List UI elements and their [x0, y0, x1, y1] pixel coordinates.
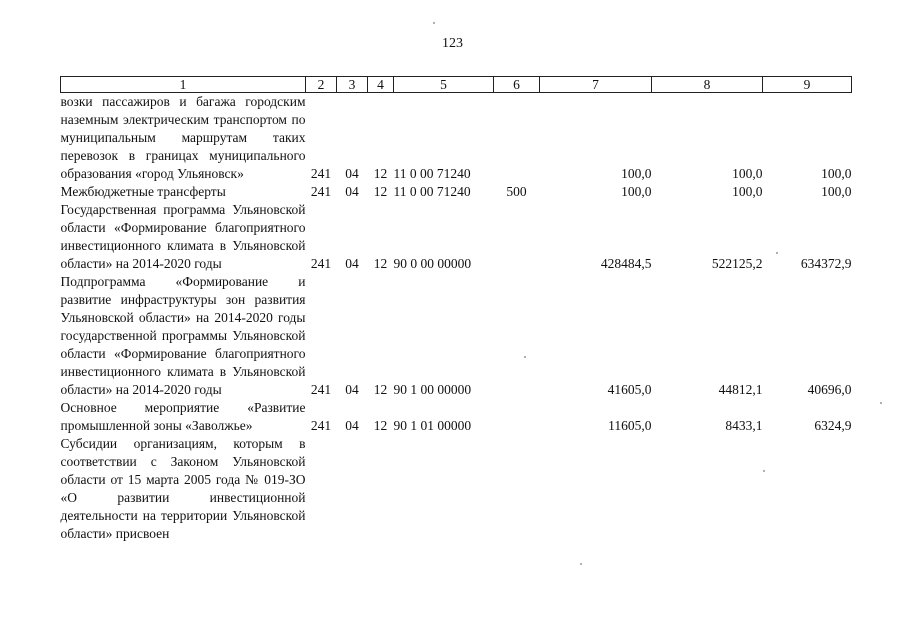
column-header: 8 [652, 77, 763, 93]
table-row [61, 273, 852, 399]
cell-col2: 241 [310, 418, 332, 433]
scan-speck [776, 252, 778, 254]
page-number: 123 [442, 36, 463, 51]
cell-col3: 04 [345, 382, 359, 397]
budget-table [60, 76, 852, 543]
row-description: Межбюджетные трансферты [60, 184, 226, 199]
cell-col9: 6324,9 [814, 418, 852, 433]
cell-col8 [652, 435, 763, 543]
cell-col4 [368, 435, 394, 543]
cell-col7: 100,0 [621, 184, 652, 199]
cell-col6 [494, 201, 540, 273]
column-header: 6 [494, 77, 540, 93]
scan-speck [880, 402, 882, 404]
column-header: 4 [368, 77, 394, 93]
cell-col6 [494, 93, 540, 184]
cell-col2: 241 [310, 184, 332, 199]
cell-col2 [306, 435, 337, 543]
column-header: 5 [394, 77, 494, 93]
column-header: 7 [540, 77, 652, 93]
scan-speck [433, 22, 435, 24]
cell-col4: 12 [373, 418, 388, 433]
cell-col3 [337, 435, 368, 543]
cell-col7: 41605,0 [607, 382, 652, 397]
row-description: Подпрограмма «Формирование и развитие инфраструктуры зон развития Ульяновской области» на 2014-2020 годы государственной программы Ульяновской области «Формирование благоприятного инвестиционного климата в Ульяновской области» на 2014-2020 годы [60, 274, 306, 397]
cell-col3: 04 [345, 256, 359, 271]
cell-col5 [394, 435, 494, 543]
cell-col5: 90 1 00 00000 [393, 382, 472, 397]
cell-col4: 12 [373, 256, 388, 271]
cell-col3: 04 [345, 418, 359, 433]
column-header: 3 [337, 77, 368, 93]
cell-col8: 100,0 [732, 166, 763, 181]
table-header-row [61, 77, 852, 93]
cell-col7: 428484,5 [600, 256, 652, 271]
cell-col2: 241 [310, 256, 332, 271]
cell-col8: 100,0 [732, 184, 763, 199]
cell-col7 [540, 435, 652, 543]
cell-col5: 11 0 00 71240 [393, 184, 471, 199]
cell-col8: 8433,1 [725, 418, 763, 433]
cell-col5: 90 1 01 00000 [393, 418, 472, 433]
table-row [61, 201, 852, 273]
cell-col9: 100,0 [821, 166, 852, 181]
cell-col9: 100,0 [821, 184, 852, 199]
cell-col6 [494, 399, 540, 435]
scan-speck [580, 563, 582, 565]
cell-col4: 12 [373, 382, 388, 397]
cell-col3: 04 [345, 166, 359, 181]
table-row [61, 435, 852, 543]
cell-col6 [494, 435, 540, 543]
table-row [61, 399, 852, 435]
cell-col3: 04 [345, 184, 359, 199]
scan-speck [763, 470, 765, 472]
cell-col4: 12 [373, 166, 388, 181]
cell-col2: 241 [310, 166, 332, 181]
cell-col8: 522125,2 [711, 256, 763, 271]
cell-col7: 100,0 [621, 166, 652, 181]
cell-col4: 12 [373, 184, 388, 199]
cell-col9: 40696,0 [807, 382, 852, 397]
row-description: Государственная программа Ульяновской области «Формирование благоприятного инвестиционного климата в Ульяновской области» на 2014-2020 годы [60, 202, 306, 271]
cell-col6 [494, 273, 540, 399]
row-description: возки пассажиров и багажа городским наземным электрическим транспортом по муниципальным маршрутам таких перевозок в границах муниципального образования «город Ульяновск» [60, 94, 306, 181]
cell-col8: 44812,1 [718, 382, 763, 397]
row-description: Основное мероприятие «Развитие промышленной зоны «Заволжье» [60, 400, 306, 433]
column-header: 2 [306, 77, 337, 93]
table-row [61, 93, 852, 184]
cell-col9: 634372,9 [800, 256, 852, 271]
cell-col9 [763, 435, 852, 543]
scan-speck [524, 356, 526, 358]
cell-col2: 241 [310, 382, 332, 397]
cell-col6: 500 [506, 184, 527, 199]
column-header: 1 [61, 77, 306, 93]
cell-col7: 11605,0 [608, 418, 652, 433]
cell-col5: 90 0 00 00000 [393, 256, 472, 271]
row-description: Субсидии организациям, которым в соответствии с Законом Ульяновской области от 15 марта 2005 года № 019-ЗО «О развитии инвестиционной деятельности на территории Ульяновской области» присвоен [60, 436, 306, 541]
table-row [61, 183, 852, 201]
cell-col5: 11 0 00 71240 [393, 166, 471, 181]
column-header: 9 [763, 77, 852, 93]
